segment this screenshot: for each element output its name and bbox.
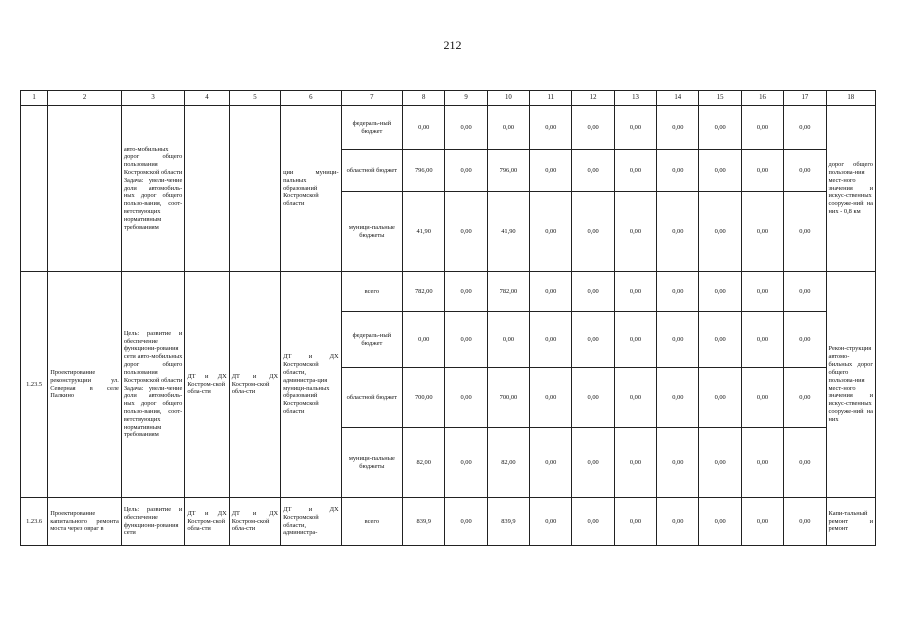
value-cell: 0,00	[699, 428, 741, 498]
header-cell: 15	[699, 91, 741, 106]
value-cell: 0,00	[614, 498, 656, 546]
header-cell: 2	[48, 91, 122, 106]
header-cell: 8	[403, 91, 445, 106]
value-cell: 796,00	[403, 150, 445, 192]
coexecutor-cell: ДТ и ДХ Костром-ской обла-сти	[229, 272, 280, 498]
value-cell: 0,00	[784, 498, 826, 546]
value-cell: 0,00	[487, 312, 529, 368]
value-cell: 782,00	[403, 272, 445, 312]
value-cell: 0,00	[445, 368, 487, 428]
value-cell: 0,00	[741, 368, 783, 428]
value-cell: 0,00	[741, 192, 783, 272]
participant-cell: ции муници-пальных образований Костромской области	[281, 106, 341, 272]
value-cell: 41,90	[487, 192, 529, 272]
value-cell: 0,00	[614, 428, 656, 498]
funding-source-cell: федераль-ный бюджет	[341, 312, 403, 368]
header-cell: 6	[281, 91, 341, 106]
header-cell: 10	[487, 91, 529, 106]
value-cell: 0,00	[445, 106, 487, 150]
header-cell: 9	[445, 91, 487, 106]
value-cell: 0,00	[572, 272, 614, 312]
value-cell: 0,00	[530, 312, 572, 368]
value-cell: 0,00	[657, 498, 699, 546]
header-cell: 3	[121, 91, 185, 106]
value-cell: 0,00	[699, 312, 741, 368]
value-cell: 0,00	[572, 428, 614, 498]
funding-source-cell: всего	[341, 498, 403, 546]
value-cell: 0,00	[741, 272, 783, 312]
value-cell: 700,00	[487, 368, 529, 428]
value-cell: 796,00	[487, 150, 529, 192]
value-cell: 0,00	[699, 368, 741, 428]
value-cell: 0,00	[614, 272, 656, 312]
value-cell: 0,00	[741, 150, 783, 192]
header-cell: 11	[530, 91, 572, 106]
result-cell: Капи-тальный ремонт и ремонт	[826, 498, 875, 546]
value-cell: 0,00	[530, 150, 572, 192]
value-cell: 0,00	[784, 368, 826, 428]
value-cell: 0,00	[572, 106, 614, 150]
value-cell: 0,00	[657, 312, 699, 368]
executor-cell: ДТ и ДХ Костром-ской обла-сти	[185, 498, 229, 546]
value-cell: 0,00	[741, 498, 783, 546]
value-cell: 0,00	[614, 368, 656, 428]
value-cell: 0,00	[445, 428, 487, 498]
funding-source-cell: областной бюджет	[341, 368, 403, 428]
header-cell: 5	[229, 91, 280, 106]
value-cell: 0,00	[784, 106, 826, 150]
value-cell: 839,9	[403, 498, 445, 546]
value-cell: 0,00	[572, 368, 614, 428]
value-cell: 41,90	[403, 192, 445, 272]
value-cell: 0,00	[530, 428, 572, 498]
header-cell: 7	[341, 91, 403, 106]
value-cell: 0,00	[530, 192, 572, 272]
value-cell: 0,00	[403, 106, 445, 150]
value-cell: 0,00	[741, 106, 783, 150]
value-cell: 0,00	[487, 106, 529, 150]
value-cell: 0,00	[530, 106, 572, 150]
value-cell: 0,00	[741, 312, 783, 368]
value-cell: 0,00	[784, 150, 826, 192]
funding-source-cell: областной бюджет	[341, 150, 403, 192]
value-cell: 0,00	[572, 498, 614, 546]
value-cell: 0,00	[445, 192, 487, 272]
name-cell: Проектирование капитального ремонта моста через овраг в	[48, 498, 122, 546]
header-cell: 1	[21, 91, 48, 106]
result-cell: Рекон-струкция автомо-бильных дорог общего пользова-ния мест-ного значения и искус-ственных сооруже-ний на них	[826, 272, 875, 498]
value-cell: 0,00	[614, 312, 656, 368]
value-cell: 0,00	[699, 192, 741, 272]
value-cell: 0,00	[784, 428, 826, 498]
header-cell: 4	[185, 91, 229, 106]
header-row	[21, 91, 876, 106]
executor-cell	[185, 106, 229, 272]
value-cell: 0,00	[530, 498, 572, 546]
table-row	[21, 272, 876, 312]
value-cell: 0,00	[530, 272, 572, 312]
table-row	[21, 106, 876, 150]
value-cell: 0,00	[699, 150, 741, 192]
table-row	[21, 498, 876, 546]
value-cell: 0,00	[657, 428, 699, 498]
funding-source-cell: федераль-ный бюджет	[341, 106, 403, 150]
value-cell: 0,00	[657, 368, 699, 428]
code-cell: 1.23.5	[21, 272, 48, 498]
header-cell: 16	[741, 91, 783, 106]
participant-cell: ДТ и ДХ Костромской области, администра-	[281, 498, 341, 546]
value-cell: 82,00	[487, 428, 529, 498]
participant-cell: ДТ и ДХ Костромской области, администра-ция муници-пальных образований Костромской области	[281, 272, 341, 498]
header-cell: 17	[784, 91, 826, 106]
value-cell: 0,00	[784, 312, 826, 368]
funding-source-cell: муници-пальные бюджеты	[341, 428, 403, 498]
value-cell: 0,00	[445, 312, 487, 368]
value-cell: 0,00	[657, 192, 699, 272]
value-cell: 0,00	[445, 272, 487, 312]
value-cell: 0,00	[572, 312, 614, 368]
header-cell: 13	[614, 91, 656, 106]
result-cell: дорог общего пользова-ния мест-ного значения и искус-ственных сооруже-ний на них - 0,8 км	[826, 106, 875, 272]
value-cell: 82,00	[403, 428, 445, 498]
budget-table	[20, 90, 876, 546]
value-cell: 0,00	[784, 192, 826, 272]
value-cell: 0,00	[614, 150, 656, 192]
coexecutor-cell	[229, 106, 280, 272]
value-cell: 0,00	[530, 368, 572, 428]
value-cell: 0,00	[403, 312, 445, 368]
coexecutor-cell: ДТ и ДХ Костром-ской обла-сти	[229, 498, 280, 546]
value-cell: 0,00	[614, 106, 656, 150]
header-cell: 18	[826, 91, 875, 106]
value-cell: 0,00	[657, 106, 699, 150]
value-cell: 700,00	[403, 368, 445, 428]
value-cell: 0,00	[657, 272, 699, 312]
executor-cell: ДТ и ДХ Костром-ской обла-сти	[185, 272, 229, 498]
goal-cell: Цель: развитие и обеспечение функциони-рования сети авто-мобильных дорог общего пользования Костромской области Задача: увели-чение доли автомобиль-ных дорог общего пользо-вания, соот-ветствующих нормативным требованиям	[121, 272, 185, 498]
code-cell: 1.23.6	[21, 498, 48, 546]
header-cell: 12	[572, 91, 614, 106]
value-cell: 0,00	[699, 498, 741, 546]
value-cell: 782,00	[487, 272, 529, 312]
value-cell: 0,00	[445, 150, 487, 192]
page-number: 212	[443, 38, 462, 52]
value-cell: 0,00	[784, 272, 826, 312]
value-cell: 0,00	[657, 150, 699, 192]
value-cell: 0,00	[572, 150, 614, 192]
value-cell: 0,00	[699, 272, 741, 312]
name-cell: Проектирование реконструкции ул. Северная в селе Палкино	[48, 272, 122, 498]
code-cell	[21, 106, 48, 272]
funding-source-cell: муници-пальные бюджеты	[341, 192, 403, 272]
header-cell: 14	[657, 91, 699, 106]
value-cell: 0,00	[572, 192, 614, 272]
funding-source-cell: всего	[341, 272, 403, 312]
value-cell: 839,9	[487, 498, 529, 546]
value-cell: 0,00	[699, 106, 741, 150]
value-cell: 0,00	[445, 498, 487, 546]
value-cell: 0,00	[614, 192, 656, 272]
goal-cell: Цель: развитие и обеспечение функциони-рования сети	[121, 498, 185, 546]
value-cell: 0,00	[741, 428, 783, 498]
goal-cell: авто-мобильных дорог общего пользования Костромской области Задача: увели-чение доли автомобиль-ных дорог общего пользо-вания, соот-ветствующих нормативным требованиям	[121, 106, 185, 272]
name-cell	[48, 106, 122, 272]
